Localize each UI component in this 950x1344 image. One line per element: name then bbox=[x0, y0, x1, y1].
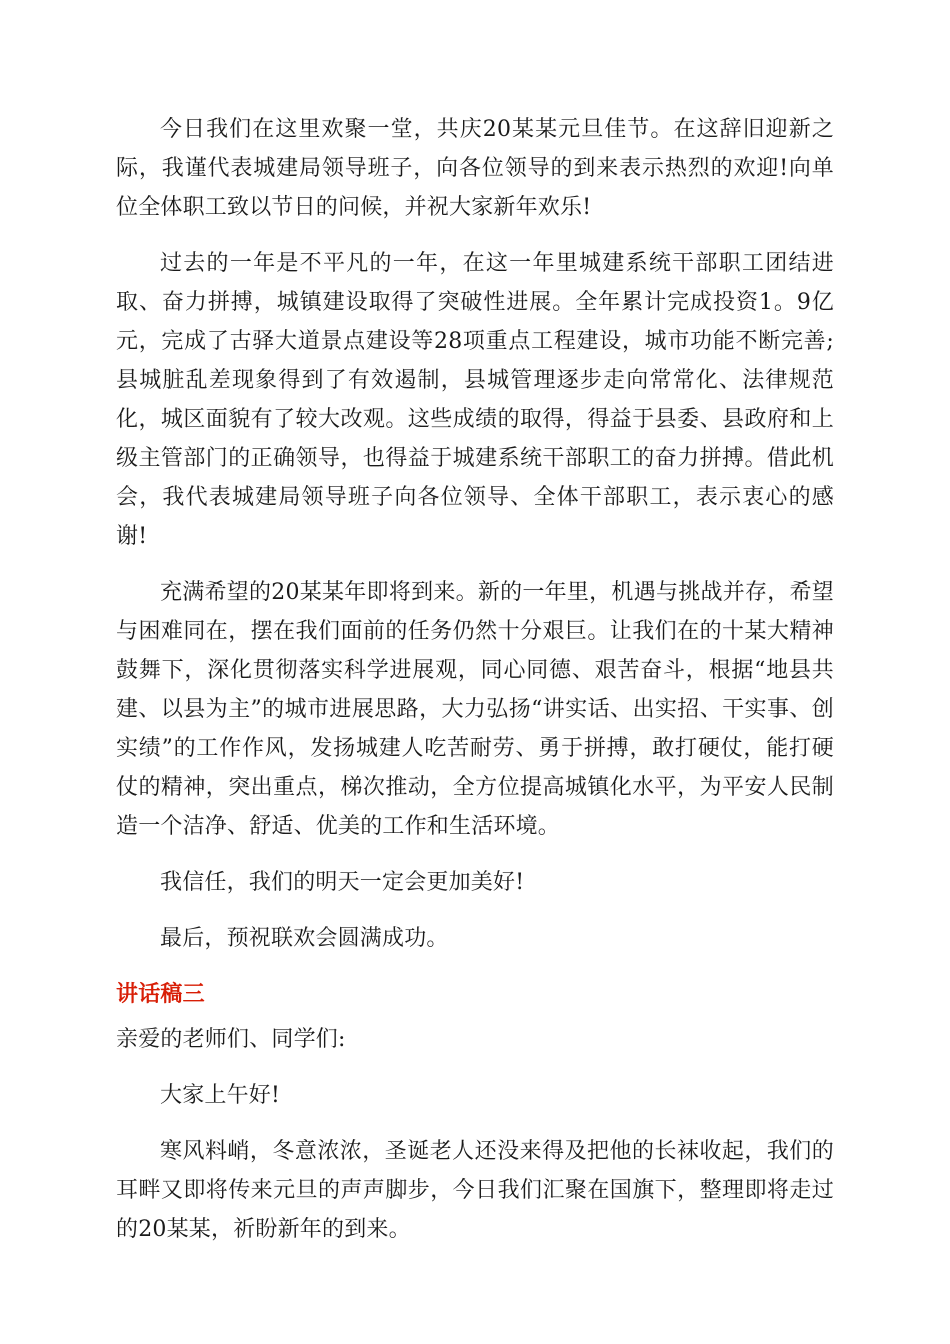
paragraph-review: 过去的一年是不平凡的一年，在这一年里城建系统干部职工团结进取、奋力拼搏，城镇建设取得了突破性进展。全年累计完成投资1。9亿元，完成了古驿大道景点建设等28项重点工程建设，城市功能不断完善;县城脏乱差现象得到了有效遏制，县城管理逐步走向常常化、法律规范化，城区面貌有了较大改观。这些成绩的取得，得益于县委、县政府和上级主管部门的正确领导，也得益于城建系统干部职工的奋力拼搏。借此机会，我代表城建局领导班子向各位领导、全体干部职工，表示衷心的感谢! bbox=[116, 251, 834, 549]
document-body bbox=[116, 110, 834, 1266]
paragraph-closing: 最后，预祝联欢会圆满成功。 bbox=[160, 926, 449, 951]
section-heading: 讲话稿三 bbox=[116, 982, 205, 1007]
paragraph-morning-greeting: 大家上午好! bbox=[160, 1083, 281, 1108]
paragraph-winter: 寒风料峭，冬意浓浓，圣诞老人还没来得及把他的长袜收起，我们的耳畔又即将传来元旦的声声脚步，今日我们汇聚在国旗下，整理即将走过的20某某，祈盼新年的到来。 bbox=[116, 1139, 834, 1242]
paragraph-confidence: 我信任，我们的明天一定会更加美好! bbox=[160, 870, 525, 895]
paragraph-outlook: 充满希望的20某某年即将到来。新的一年里，机遇与挑战并存，希望与困难同在，摆在我们面前的任务仍然十分艰巨。让我们在的十某大精神鼓舞下，深化贯彻落实科学进展观，同心同德、艰苦奋斗，根据“地县共建、以县为主”的城市进展思路，大力弘扬“讲实话、出实招、干实事、创实绩”的工作作风，发扬城建人吃苦耐劳、勇于拼搏，敢打硬仗，能打硬仗的精神，突出重点，梯次推动，全方位提高城镇化水平，为平安人民制造一个洁净、舒适、优美的工作和生活环境。 bbox=[116, 580, 834, 839]
salutation: 亲爱的老师们、同学们: bbox=[116, 1027, 346, 1052]
paragraph-greeting: 今日我们在这里欢聚一堂，共庆20某某元旦佳节。在这辞旧迎新之际，我谨代表城建局领导班子，向各位领导的到来表示热烈的欢迎!向单位全体职工致以节日的问候，并祝大家新年欢乐! bbox=[116, 117, 834, 220]
